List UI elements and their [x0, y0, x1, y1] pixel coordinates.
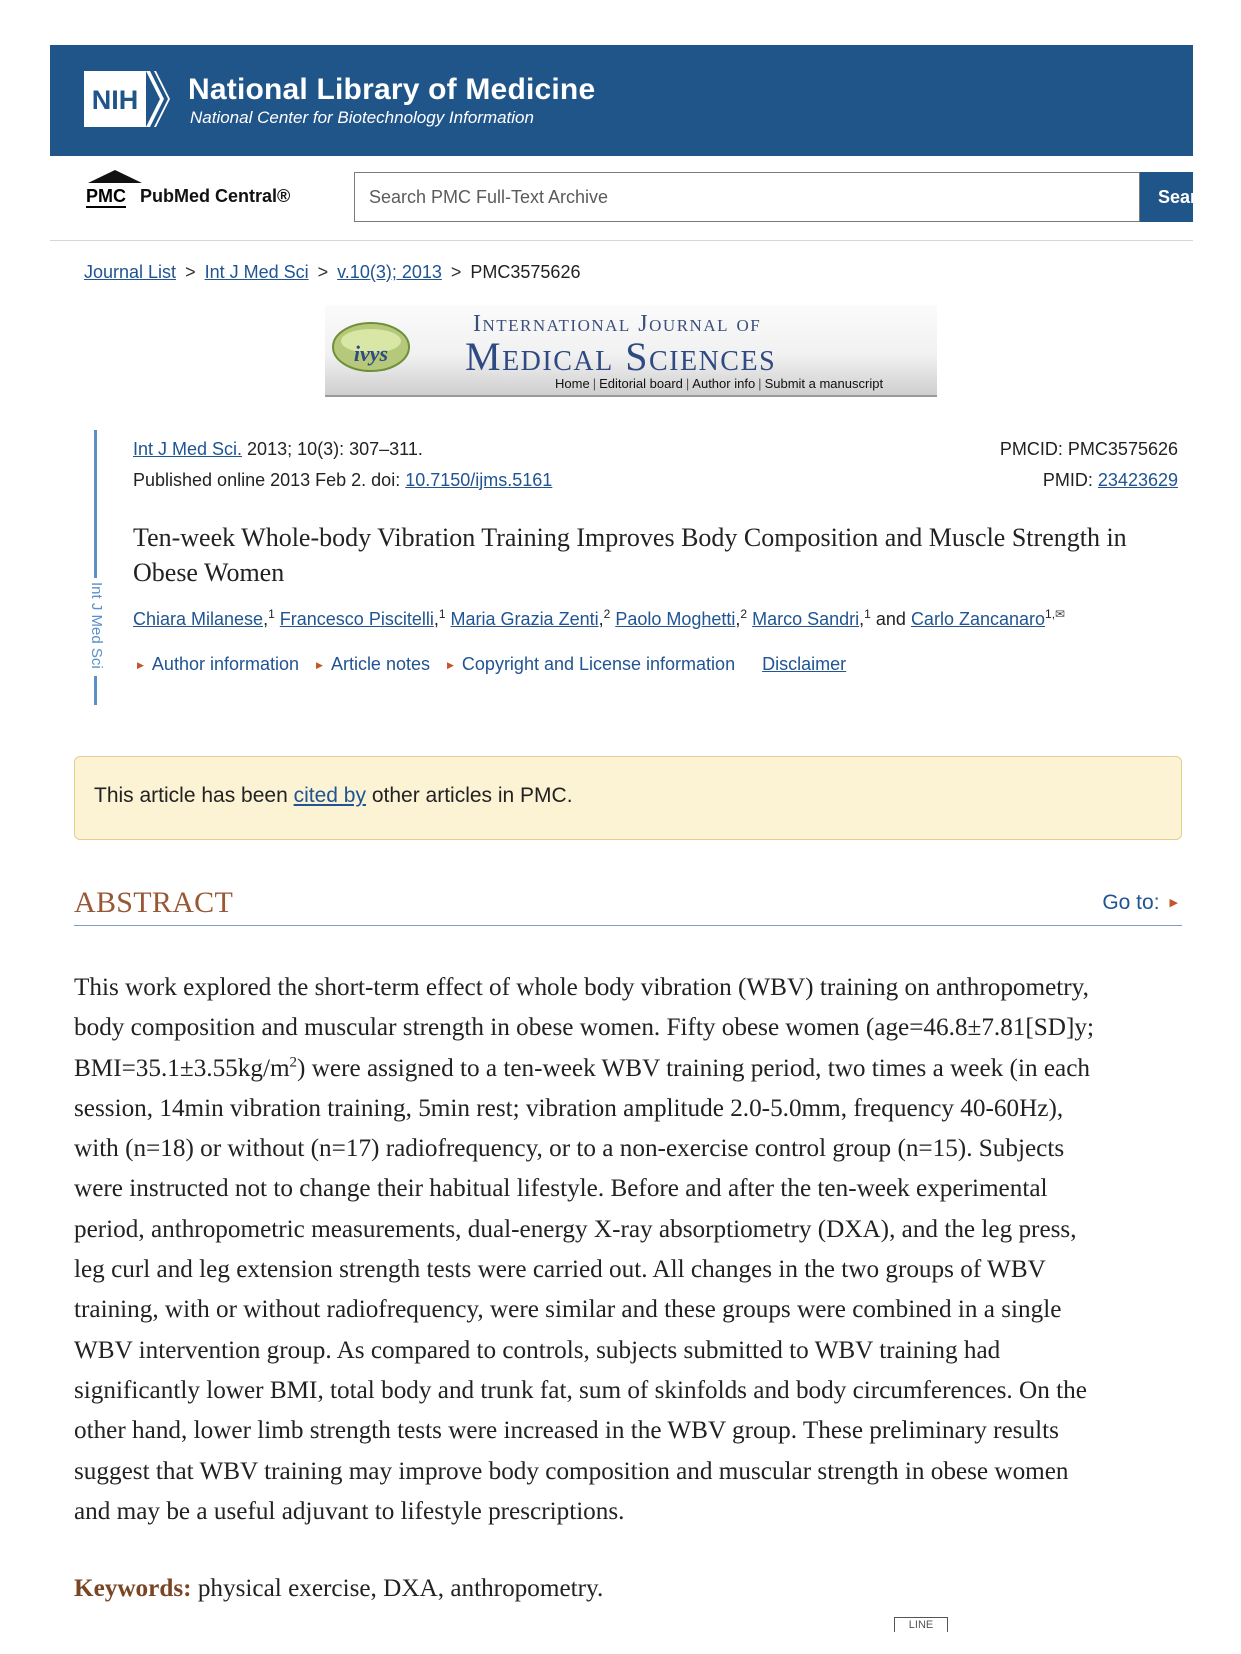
breadcrumb-journal[interactable]: Int J Med Sci — [204, 262, 309, 282]
citation-issue: 2013; 10(3): 307–311. — [242, 439, 423, 459]
article-info-links — [137, 654, 846, 675]
journal-nav-author-info[interactable]: Author info — [692, 376, 756, 391]
nih-title[interactable]: National Library of Medicine — [188, 73, 596, 106]
abstract-line: and may be a useful adjuvant to lifestyle prescriptions. — [74, 1497, 625, 1525]
pmc-logo[interactable] — [82, 168, 322, 216]
pmcid-value: PMC3575626 — [1067, 439, 1178, 459]
journal-name-line1: International Journal of — [473, 311, 762, 337]
author-affiliation: 1 — [864, 607, 871, 621]
journal-banner[interactable] — [325, 305, 937, 397]
breadcrumb-separator: > — [317, 262, 329, 282]
nih-banner — [50, 45, 1193, 156]
nih-logo-text: NIH — [91, 85, 139, 115]
abstract-superscript: 2 — [289, 1054, 298, 1071]
keywords — [74, 1575, 603, 1603]
author-affiliation: 1, — [1045, 607, 1056, 621]
pmid-link[interactable]: 23423629 — [1097, 470, 1178, 490]
expand-triangle-icon: ▶ — [137, 660, 144, 670]
author-link[interactable]: Carlo Zancanaro — [910, 609, 1046, 629]
journal-nav-editorial-board[interactable]: Editorial board — [599, 376, 683, 391]
journal-nav-submit[interactable]: Submit a manuscript — [764, 376, 884, 391]
pmid-label: PMID: — [1042, 470, 1098, 490]
notice-prefix: This article has been — [94, 784, 294, 807]
author-link[interactable]: Paolo Moghetti — [615, 609, 736, 629]
keywords-text: physical exercise, DXA, anthropometry. — [191, 1575, 604, 1602]
abstract-line: leg curl and leg extension strength tests were carried out. All changes in the two groups of WBV — [74, 1256, 1046, 1284]
journal-link[interactable]: Int J Med Sci. — [133, 439, 243, 459]
article-notes-toggle[interactable]: Article notes — [330, 654, 430, 674]
breadcrumb-separator: > — [185, 262, 196, 282]
abstract-line: suggest that WBV training may improve body composition and muscular strength in obese women — [74, 1457, 1069, 1485]
journal-nav-home[interactable]: Home — [555, 376, 590, 391]
abstract-line-part: BMI=35.1±3.55kg/m — [74, 1054, 290, 1082]
notice-suffix: other articles in PMC. — [365, 784, 573, 807]
identifier-block — [1000, 434, 1178, 496]
cited-by-notice — [74, 756, 1182, 840]
pmc-name: PubMed Central® — [140, 186, 291, 206]
breadcrumb — [84, 262, 580, 283]
line-tag: LINE — [894, 1617, 948, 1632]
abstract-line — [74, 1049, 1184, 1089]
abstract-line: This work explored the short-term effect of whole body vibration (WBV) training on anthropometry, — [74, 974, 1089, 1001]
abstract-line: significantly lower BMI, total body and trunk fat, sum of skinfolds and body circumferences. On the — [74, 1376, 1087, 1404]
search-bar — [354, 172, 1219, 224]
author-affiliation: 2 — [740, 607, 748, 621]
journal-name-line2: Medical Sciences — [465, 334, 777, 379]
copyright-toggle[interactable]: Copyright and License information — [461, 654, 736, 674]
side-journal-label: Int J Med Sci — [88, 582, 105, 669]
disclaimer-link[interactable]: Disclaimer — [762, 654, 847, 674]
abstract-line: were instructed not to change their habitual lifestyle. Before and after the ten-week experimental — [74, 1175, 1048, 1203]
abstract-line-part: ) were assigned to a ten-week WBV training period, two times a week (in each — [297, 1054, 1090, 1082]
citation-block — [133, 434, 552, 496]
header-divider — [50, 240, 1193, 241]
abstract-line: training, with or without radiofrequency, were similar and these groups were combined in a single — [74, 1296, 1062, 1324]
pmc-abbr: PMC — [86, 186, 126, 206]
abstract-line: with (n=18) or without (n=17) radiofrequency, or to a non-exercise control group (n=15). Subjects — [74, 1135, 1065, 1163]
abstract-heading: ABSTRACT — [74, 886, 234, 919]
envelope-icon[interactable]: ✉ — [1055, 607, 1066, 621]
keywords-label: Keywords: — [74, 1575, 192, 1602]
abstract-body — [74, 968, 1184, 1532]
breadcrumb-separator: > — [450, 262, 462, 282]
author-list: Chiara Milanese,$^1$ Francesco Piscitelli,$^1$ Maria Grazia Zenti,$^2$ Paolo Moghetti,$^2$ Marco Sandri,$^1$ and Carlo Zancanaro$^{1,✉}$ — [133, 607, 1066, 629]
author-link[interactable]: Marco Sandri — [752, 609, 860, 629]
breadcrumb-journal-list[interactable]: Journal List — [84, 262, 177, 282]
abstract-line: body composition and muscular strength in obese women. Fifty obese women (age=46.8±7.81[SD]y; — [74, 1014, 1094, 1042]
article-title: Ten-week Whole-body Vibration Training Improves Body Composition and Muscle Strength in Obese Women — [133, 523, 1127, 587]
journal-nav: Home | Editorial board | Author info | Submit a manuscript — [555, 376, 884, 391]
svg-text:ivys: ivys — [353, 341, 389, 366]
nih-logo-icon[interactable] — [84, 71, 170, 127]
goto-label[interactable]: Go to: — [1102, 891, 1160, 914]
pmc-roof-icon — [88, 170, 142, 184]
abstract-line: other hand, lower limb strength tests were increased in the WBV group. These preliminary results — [74, 1417, 1059, 1445]
expand-triangle-icon: ▶ — [447, 660, 454, 670]
published-text: Published online 2013 Feb 2. doi: — [133, 470, 406, 490]
author-link[interactable]: Maria Grazia Zenti — [450, 609, 599, 629]
search-button[interactable]: Search — [1140, 172, 1193, 222]
breadcrumb-current: PMC3575626 — [470, 262, 581, 282]
author-information-toggle[interactable]: Author information — [151, 654, 299, 674]
cited-by-link[interactable]: cited by — [293, 784, 366, 807]
and-word: and — [875, 609, 906, 629]
author-affiliation: 1 — [438, 607, 446, 621]
doi-link[interactable]: 10.7150/ijms.5161 — [405, 470, 553, 490]
abstract-line: session, 14min vibration training, 5min rest; vibration amplitude 2.0-5.0mm, frequency 40-60Hz), — [74, 1094, 1064, 1122]
abstract-line: WBV intervention group. As compared to controls, subjects submitted to WBV training had — [74, 1336, 1001, 1364]
author-affiliation: 2 — [603, 607, 611, 621]
pmcid-label: PMCID: — [999, 439, 1068, 459]
abstract-divider — [74, 925, 1182, 926]
author-link[interactable]: Francesco Piscitelli — [279, 609, 434, 629]
goto-menu[interactable] — [1102, 891, 1178, 915]
ivyspring-logo-icon — [331, 319, 413, 375]
goto-triangle-icon: ▶ — [1169, 897, 1178, 909]
author-affiliation: 1 — [268, 607, 275, 621]
expand-triangle-icon: ▶ — [316, 660, 323, 670]
search-input[interactable] — [354, 172, 1140, 222]
author-link[interactable]: Chiara Milanese — [133, 609, 264, 629]
abstract-line: period, anthropometric measurements, dual-energy X-ray absorptiometry (DXA), and the leg press, — [74, 1215, 1077, 1243]
breadcrumb-issue[interactable]: v.10(3); 2013 — [337, 262, 442, 282]
nih-subtitle: National Center for Biotechnology Information — [190, 108, 534, 127]
